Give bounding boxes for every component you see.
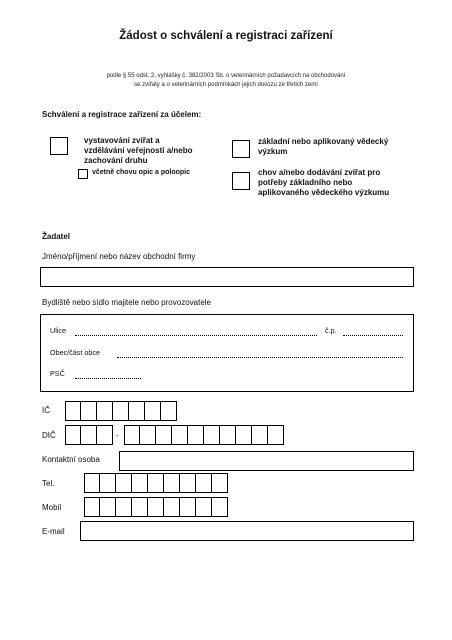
ic-cell[interactable]	[145, 401, 161, 421]
contact-person-field[interactable]	[119, 451, 414, 471]
postal-code-label: PSČ	[50, 369, 65, 378]
applicant-heading: Žadatel	[42, 232, 71, 241]
ic-cell[interactable]	[113, 401, 129, 421]
dic-cell[interactable]	[252, 425, 268, 445]
email-label: E-mail	[42, 527, 65, 536]
dic-cell[interactable]	[124, 425, 140, 445]
mobile-cell[interactable]	[212, 497, 228, 517]
name-label: Jméno/příjmení nebo název obchodní firmy	[42, 252, 196, 261]
mobile-cell[interactable]	[100, 497, 116, 517]
tel-cell[interactable]	[116, 473, 132, 493]
subtitle-line-2: se zvířaty a o veterinárních podmínkách jejich dovozu ze třetích zemí	[134, 82, 318, 88]
ic-cell[interactable]	[129, 401, 145, 421]
subtitle-line-1: podle § 55 odst. 2, vyhlášky č. 382/2003 Sb. o veterinárních požadavcích na obchodování	[106, 73, 346, 79]
dic-cell[interactable]	[97, 425, 113, 445]
ic-cell[interactable]	[161, 401, 177, 421]
mobile-cell[interactable]	[180, 497, 196, 517]
dic-cell[interactable]	[140, 425, 156, 445]
purpose-option-breeding: chov a/nebo dodávání zvířat pro potřeby základního nebo aplikovaného vědeckého výzkumu	[258, 168, 390, 197]
tel-cell[interactable]	[212, 473, 228, 493]
dic-number-field[interactable]	[124, 425, 284, 445]
purpose-checkbox-research[interactable]	[232, 140, 250, 158]
dic-cell[interactable]	[65, 425, 81, 445]
house-number-input[interactable]	[343, 335, 403, 336]
dic-cell[interactable]	[81, 425, 97, 445]
purpose-heading: Schválení a registrace zařízení za účelem:	[42, 110, 202, 119]
sub-option-primates-label: včetně chovu opic a poloopic	[92, 169, 191, 176]
dic-prefix-field[interactable]	[65, 425, 113, 445]
postal-code-input[interactable]	[75, 378, 141, 379]
purpose-option-exhibition: vystavování zvířat a vzdělávání veřejnosti a/nebo zachování druhu	[84, 136, 193, 165]
tel-cell[interactable]	[100, 473, 116, 493]
form-subtitle	[0, 72, 452, 90]
mobile-cell[interactable]	[164, 497, 180, 517]
purpose-option-research: základní nebo aplikovaný vědecký výzkum	[258, 137, 389, 156]
tel-cell[interactable]	[164, 473, 180, 493]
dic-label: DIČ	[42, 431, 56, 440]
mobile-cell[interactable]	[148, 497, 164, 517]
form-title: Žádost o schválení a registraci zařízení	[119, 30, 333, 42]
street-input[interactable]	[75, 335, 317, 336]
purpose-checkbox-exhibition[interactable]	[50, 137, 68, 155]
city-label: Obec/část obce	[50, 348, 100, 357]
ic-field[interactable]	[65, 401, 177, 421]
ic-cell[interactable]	[65, 401, 81, 421]
tel-cell[interactable]	[132, 473, 148, 493]
dic-cell[interactable]	[220, 425, 236, 445]
email-field[interactable]	[80, 521, 414, 541]
mobile-cell[interactable]	[132, 497, 148, 517]
purpose-checkbox-breeding[interactable]	[232, 172, 250, 190]
mobile-cell[interactable]	[196, 497, 212, 517]
dic-cell[interactable]	[172, 425, 188, 445]
dic-cell[interactable]	[236, 425, 252, 445]
sub-option-checkbox-primates[interactable]	[78, 169, 88, 179]
dic-separator: -	[116, 431, 119, 440]
contact-person-label: Kontaktní osoba	[42, 455, 100, 464]
mobile-field[interactable]	[84, 497, 228, 517]
tel-cell[interactable]	[196, 473, 212, 493]
ic-label: IČ	[42, 406, 50, 415]
mobile-cell[interactable]	[116, 497, 132, 517]
mobile-label: Mobil	[42, 503, 62, 512]
dic-cell[interactable]	[268, 425, 284, 445]
mobile-cell[interactable]	[84, 497, 100, 517]
house-number-label: č.p.	[325, 326, 337, 335]
name-field[interactable]	[40, 267, 414, 287]
ic-cell[interactable]	[81, 401, 97, 421]
tel-field[interactable]	[84, 473, 228, 493]
tel-label: Tel.	[42, 479, 55, 488]
dic-cell[interactable]	[156, 425, 172, 445]
dic-cell[interactable]	[204, 425, 220, 445]
tel-cell[interactable]	[84, 473, 100, 493]
tel-cell[interactable]	[180, 473, 196, 493]
city-input[interactable]	[117, 357, 403, 358]
dic-cell[interactable]	[188, 425, 204, 445]
address-label: Bydliště nebo sídlo majitele nebo provozovatele	[42, 298, 211, 307]
ic-cell[interactable]	[97, 401, 113, 421]
street-label: Ulice	[50, 326, 66, 335]
tel-cell[interactable]	[148, 473, 164, 493]
